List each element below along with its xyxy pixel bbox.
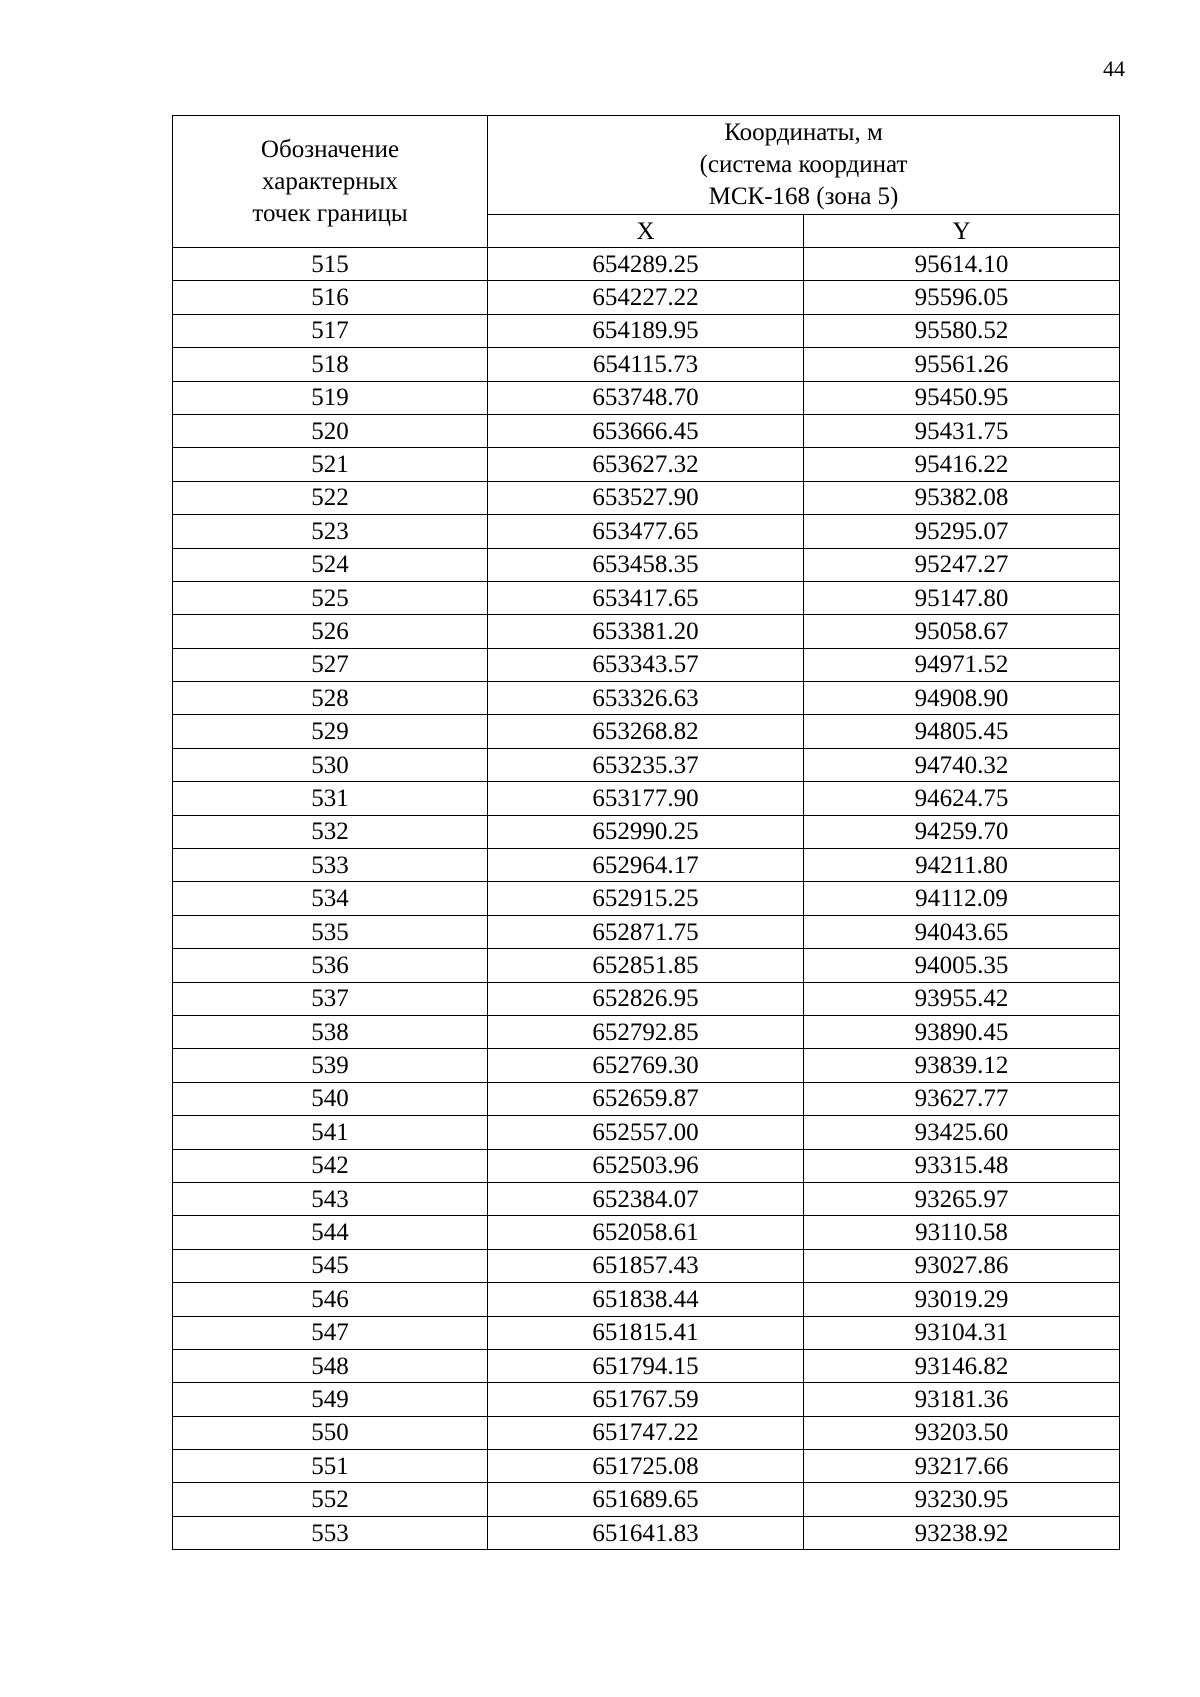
y-coordinate-cell: 94805.45 — [804, 715, 1120, 748]
x-coordinate-cell: 653381.20 — [488, 615, 804, 648]
y-coordinate-cell: 93315.48 — [804, 1149, 1120, 1182]
x-coordinate-cell: 653666.45 — [488, 414, 804, 447]
table-row — [173, 982, 1120, 1015]
x-coordinate-cell: 651794.15 — [488, 1349, 804, 1382]
y-coordinate-cell: 95382.08 — [804, 481, 1120, 514]
table-row — [173, 1516, 1120, 1549]
x-coordinate-cell: 651725.08 — [488, 1450, 804, 1483]
x-coordinate-cell: 651815.41 — [488, 1316, 804, 1349]
point-id-cell: 516 — [173, 281, 488, 314]
point-designation-header — [173, 116, 488, 248]
x-coordinate-cell: 652990.25 — [488, 815, 804, 848]
point-id-cell: 552 — [173, 1483, 488, 1516]
point-id-cell: 522 — [173, 481, 488, 514]
table-row — [173, 248, 1120, 281]
x-coordinate-cell: 652659.87 — [488, 1082, 804, 1115]
table-row — [173, 682, 1120, 715]
y-coordinate-cell: 93890.45 — [804, 1015, 1120, 1048]
x-coordinate-cell: 653235.37 — [488, 748, 804, 781]
table-row — [173, 1283, 1120, 1316]
x-coordinate-cell: 653527.90 — [488, 481, 804, 514]
y-coordinate-cell: 94005.35 — [804, 949, 1120, 982]
point-id-cell: 520 — [173, 414, 488, 447]
point-id-cell: 528 — [173, 682, 488, 715]
coordinates-header-line-1: Координаты, м — [724, 119, 883, 146]
y-coordinate-cell: 94043.65 — [804, 915, 1120, 948]
coordinates-header — [488, 116, 1120, 215]
x-column-header: X — [488, 215, 804, 248]
point-id-cell: 524 — [173, 548, 488, 581]
point-id-cell: 539 — [173, 1049, 488, 1082]
table-row — [173, 1182, 1120, 1215]
table-row — [173, 1082, 1120, 1115]
y-coordinate-cell: 93425.60 — [804, 1116, 1120, 1149]
y-coordinate-cell: 94259.70 — [804, 815, 1120, 848]
table-row — [173, 1349, 1120, 1382]
point-id-cell: 553 — [173, 1516, 488, 1549]
y-coordinate-cell: 94908.90 — [804, 682, 1120, 715]
y-coordinate-cell: 95416.22 — [804, 448, 1120, 481]
table-row — [173, 448, 1120, 481]
point-id-cell: 535 — [173, 915, 488, 948]
table-row — [173, 348, 1120, 381]
table-row — [173, 815, 1120, 848]
y-coordinate-cell: 95450.95 — [804, 381, 1120, 414]
x-coordinate-cell: 654227.22 — [488, 281, 804, 314]
x-coordinate-cell: 652915.25 — [488, 882, 804, 915]
x-coordinate-cell: 653268.82 — [488, 715, 804, 748]
point-designation-header-line-3: точек границы — [252, 199, 408, 227]
y-coordinate-cell: 93203.50 — [804, 1416, 1120, 1449]
point-id-cell: 526 — [173, 615, 488, 648]
table-row — [173, 615, 1120, 648]
x-coordinate-cell: 653326.63 — [488, 682, 804, 715]
table-row — [173, 1015, 1120, 1048]
x-coordinate-cell: 651857.43 — [488, 1249, 804, 1282]
table-row — [173, 381, 1120, 414]
x-coordinate-cell: 652058.61 — [488, 1216, 804, 1249]
table-row — [173, 782, 1120, 815]
table-row — [173, 1450, 1120, 1483]
y-coordinate-cell: 95295.07 — [804, 515, 1120, 548]
y-coordinate-cell: 94112.09 — [804, 882, 1120, 915]
y-coordinate-cell: 95580.52 — [804, 314, 1120, 347]
point-designation-header-line-2: характерных — [262, 167, 398, 195]
point-id-cell: 538 — [173, 1015, 488, 1048]
table-row — [173, 281, 1120, 314]
point-id-cell: 523 — [173, 515, 488, 548]
point-id-cell: 525 — [173, 581, 488, 614]
x-coordinate-cell: 653477.65 — [488, 515, 804, 548]
x-coordinate-cell: 653417.65 — [488, 581, 804, 614]
x-coordinate-cell: 653627.32 — [488, 448, 804, 481]
y-coordinate-cell: 94971.52 — [804, 648, 1120, 681]
point-id-cell: 534 — [173, 882, 488, 915]
y-coordinate-cell: 95058.67 — [804, 615, 1120, 648]
point-id-cell: 532 — [173, 815, 488, 848]
y-coordinate-cell: 93955.42 — [804, 982, 1120, 1015]
x-coordinate-cell: 652769.30 — [488, 1049, 804, 1082]
point-id-cell: 515 — [173, 248, 488, 281]
table-row — [173, 548, 1120, 581]
table-row — [173, 1049, 1120, 1082]
x-coordinate-cell: 652871.75 — [488, 915, 804, 948]
point-id-cell: 546 — [173, 1283, 488, 1316]
y-coordinate-cell: 93146.82 — [804, 1349, 1120, 1382]
x-coordinate-cell: 651641.83 — [488, 1516, 804, 1549]
x-coordinate-cell: 652503.96 — [488, 1149, 804, 1182]
y-coordinate-cell: 95614.10 — [804, 248, 1120, 281]
x-coordinate-cell: 652384.07 — [488, 1182, 804, 1215]
table-row — [173, 1483, 1120, 1516]
y-coordinate-cell: 94624.75 — [804, 782, 1120, 815]
y-coordinate-cell: 93238.92 — [804, 1516, 1120, 1549]
point-id-cell: 529 — [173, 715, 488, 748]
x-coordinate-cell: 652792.85 — [488, 1015, 804, 1048]
point-id-cell: 527 — [173, 648, 488, 681]
point-id-cell: 530 — [173, 748, 488, 781]
y-coordinate-cell: 95147.80 — [804, 581, 1120, 614]
point-id-cell: 533 — [173, 849, 488, 882]
x-coordinate-cell: 651767.59 — [488, 1383, 804, 1416]
point-id-cell: 537 — [173, 982, 488, 1015]
y-coordinate-cell: 93839.12 — [804, 1049, 1120, 1082]
table-row — [173, 1249, 1120, 1282]
y-coordinate-cell: 94211.80 — [804, 849, 1120, 882]
y-coordinate-cell: 93104.31 — [804, 1316, 1120, 1349]
point-id-cell: 551 — [173, 1450, 488, 1483]
x-coordinate-cell: 653343.57 — [488, 648, 804, 681]
table-row — [173, 414, 1120, 447]
page-number: 44 — [1103, 56, 1125, 81]
point-id-cell: 543 — [173, 1182, 488, 1215]
point-id-cell: 521 — [173, 448, 488, 481]
coordinates-header-line-2: (система координат — [699, 151, 908, 178]
table-row — [173, 849, 1120, 882]
table-body — [173, 248, 1120, 1550]
table-row — [173, 1316, 1120, 1349]
x-coordinate-cell: 652826.95 — [488, 982, 804, 1015]
point-id-cell: 547 — [173, 1316, 488, 1349]
x-coordinate-cell: 652851.85 — [488, 949, 804, 982]
x-coordinate-cell: 651747.22 — [488, 1416, 804, 1449]
x-coordinate-cell: 652964.17 — [488, 849, 804, 882]
x-coordinate-cell: 654189.95 — [488, 314, 804, 347]
y-coordinate-cell: 95596.05 — [804, 281, 1120, 314]
point-id-cell: 531 — [173, 782, 488, 815]
table-row — [173, 1216, 1120, 1249]
x-coordinate-cell: 651838.44 — [488, 1283, 804, 1316]
y-coordinate-cell: 93019.29 — [804, 1283, 1120, 1316]
point-id-cell: 544 — [173, 1216, 488, 1249]
y-coordinate-cell: 95247.27 — [804, 548, 1120, 581]
y-coordinate-cell: 93181.36 — [804, 1383, 1120, 1416]
point-id-cell: 545 — [173, 1249, 488, 1282]
table-row — [173, 314, 1120, 347]
y-coordinate-cell: 93627.77 — [804, 1082, 1120, 1115]
y-coordinate-cell: 93110.58 — [804, 1216, 1120, 1249]
table-row — [173, 748, 1120, 781]
point-id-cell: 519 — [173, 381, 488, 414]
point-id-cell: 540 — [173, 1082, 488, 1115]
table-header — [173, 116, 1120, 248]
coordinates-header-line-3: МСК-168 (зона 5) — [708, 183, 899, 210]
point-id-cell: 549 — [173, 1383, 488, 1416]
point-id-cell: 548 — [173, 1349, 488, 1382]
y-coordinate-cell: 94740.32 — [804, 748, 1120, 781]
x-coordinate-cell: 651689.65 — [488, 1483, 804, 1516]
y-coordinate-cell: 93230.95 — [804, 1483, 1120, 1516]
y-coordinate-cell: 95561.26 — [804, 348, 1120, 381]
table-row — [173, 1383, 1120, 1416]
table-row — [173, 715, 1120, 748]
table-row — [173, 515, 1120, 548]
coordinates-table — [172, 115, 1120, 1550]
table-row — [173, 882, 1120, 915]
y-coordinate-cell: 93027.86 — [804, 1249, 1120, 1282]
point-id-cell: 542 — [173, 1149, 488, 1182]
point-id-cell: 541 — [173, 1116, 488, 1149]
y-coordinate-cell: 93265.97 — [804, 1182, 1120, 1215]
point-designation-header-line-1: Обозначение — [260, 135, 400, 163]
x-coordinate-cell: 653458.35 — [488, 548, 804, 581]
table-row — [173, 1416, 1120, 1449]
x-coordinate-cell: 652557.00 — [488, 1116, 804, 1149]
x-coordinate-cell: 654115.73 — [488, 348, 804, 381]
table-row — [173, 915, 1120, 948]
table-row — [173, 581, 1120, 614]
table-row — [173, 648, 1120, 681]
table-row — [173, 481, 1120, 514]
point-id-cell: 536 — [173, 949, 488, 982]
x-coordinate-cell: 653748.70 — [488, 381, 804, 414]
y-column-header: Y — [804, 215, 1120, 248]
x-coordinate-cell: 654289.25 — [488, 248, 804, 281]
table-row — [173, 949, 1120, 982]
table-row — [173, 1116, 1120, 1149]
point-id-cell: 518 — [173, 348, 488, 381]
table-row — [173, 1149, 1120, 1182]
y-coordinate-cell: 93217.66 — [804, 1450, 1120, 1483]
point-id-cell: 550 — [173, 1416, 488, 1449]
x-coordinate-cell: 653177.90 — [488, 782, 804, 815]
point-id-cell: 517 — [173, 314, 488, 347]
y-coordinate-cell: 95431.75 — [804, 414, 1120, 447]
